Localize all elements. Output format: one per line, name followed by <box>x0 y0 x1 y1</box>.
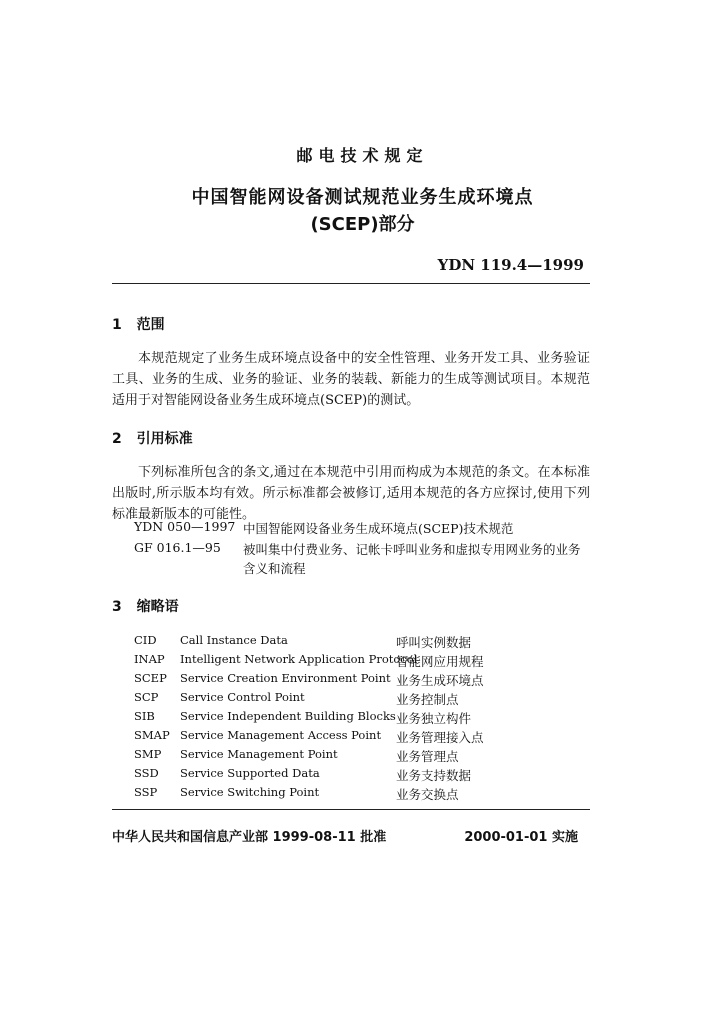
abbreviation-english: Service Creation Environment Point <box>180 671 391 685</box>
approval-line: 中华人民共和国信息产业部 1999-08-11 批准 <box>112 830 387 845</box>
abbreviation-english: Service Control Point <box>180 690 305 704</box>
section-1-title: 范围 <box>136 317 165 333</box>
abbreviation-code: SSP <box>134 785 158 799</box>
document-subtitle: (SCEP)部分 <box>310 214 415 235</box>
abbreviation-english: Service Switching Point <box>180 785 320 799</box>
section-1-number: 1 <box>112 317 122 333</box>
section-2-title: 引用标准 <box>136 431 193 447</box>
abbreviation-code: SMAP <box>134 728 170 742</box>
abbreviation-chinese: 业务支持数据 <box>396 768 472 783</box>
abbreviation-chinese: 业务控制点 <box>396 692 459 707</box>
document-title: 中国智能网设备测试规范业务生成环境点 <box>191 187 534 208</box>
section-3-heading <box>112 596 179 616</box>
abbreviation-english: Service Management Point <box>180 747 338 761</box>
abbreviation-chinese: 业务交换点 <box>396 787 459 802</box>
abbreviation-chinese: 智能网应用规程 <box>396 654 484 669</box>
section-3-number: 3 <box>112 599 122 615</box>
abbreviation-chinese: 业务管理点 <box>396 749 459 764</box>
abbreviation-english: Call Instance Data <box>180 633 288 647</box>
abbreviation-code: SMP <box>134 747 162 761</box>
reference-title: 被叫集中付费业务、记帐卡呼叫业务和虚拟专用网业务的业务含义和流程 <box>243 542 581 576</box>
section-2-paragraph: 下列标准所包含的条文,通过在本规范中引用而构成为本规范的条文。在本标准出版时,所示版本均有效。所示标准都会被修订,适用本规范的各方应探讨,使用下列标准最新版本的可能性。 <box>112 465 590 522</box>
section-2-number: 2 <box>112 431 122 447</box>
abbreviation-english: Service Supported Data <box>180 766 320 780</box>
implementation-date: 2000-01-01 实施 <box>464 830 578 845</box>
abbreviation-row <box>0 633 725 652</box>
section-3-title: 缩略语 <box>136 599 179 615</box>
abbreviation-row <box>0 747 725 766</box>
abbreviation-row <box>0 671 725 690</box>
abbreviation-row <box>0 728 725 747</box>
document-number: YDN 119.4—1999 <box>437 256 584 274</box>
abbreviation-english: Intelligent Network Application Protocol <box>180 652 418 666</box>
abbreviation-chinese: 业务独立构件 <box>396 711 472 726</box>
section-2-heading <box>112 428 193 448</box>
footer-divider <box>112 809 590 810</box>
abbreviation-code: INAP <box>134 652 165 666</box>
abbreviation-english: Service Management Access Point <box>180 728 382 742</box>
abbreviation-chinese: 业务管理接入点 <box>396 730 484 745</box>
reference-code: GF 016.1—95 <box>134 540 221 555</box>
abbreviation-code: SCEP <box>134 671 167 685</box>
abbreviation-chinese: 呼叫实例数据 <box>396 635 472 650</box>
abbreviation-english: Service Independent Building Blocks <box>180 709 396 723</box>
header-divider <box>112 283 590 284</box>
abbreviation-row <box>0 690 725 709</box>
document-category: 邮电技术规定 <box>296 146 429 165</box>
abbreviation-code: SSD <box>134 766 159 780</box>
abbreviation-code: SIB <box>134 709 155 723</box>
section-1-heading <box>112 314 165 334</box>
reference-code: YDN 050—1997 <box>134 519 236 534</box>
abbreviation-row <box>0 709 725 728</box>
abbreviation-code: SCP <box>134 690 159 704</box>
section-1-paragraph: 本规范规定了业务生成环境点设备中的安全性管理、业务开发工具、业务验证工具、业务的生成、业务的验证、业务的装载、新能力的生成等测试项目。本规范适用于对智能网设备业务生成环境点(SCEP)的测试。 <box>112 351 590 408</box>
reference-title: 中国智能网设备业务生成环境点(SCEP)技术规范 <box>243 521 514 536</box>
abbreviation-chinese: 业务生成环境点 <box>396 673 484 688</box>
abbreviation-row <box>0 766 725 785</box>
abbreviation-code: CID <box>134 633 157 647</box>
abbreviation-row <box>0 652 725 671</box>
abbreviation-row <box>0 785 725 804</box>
